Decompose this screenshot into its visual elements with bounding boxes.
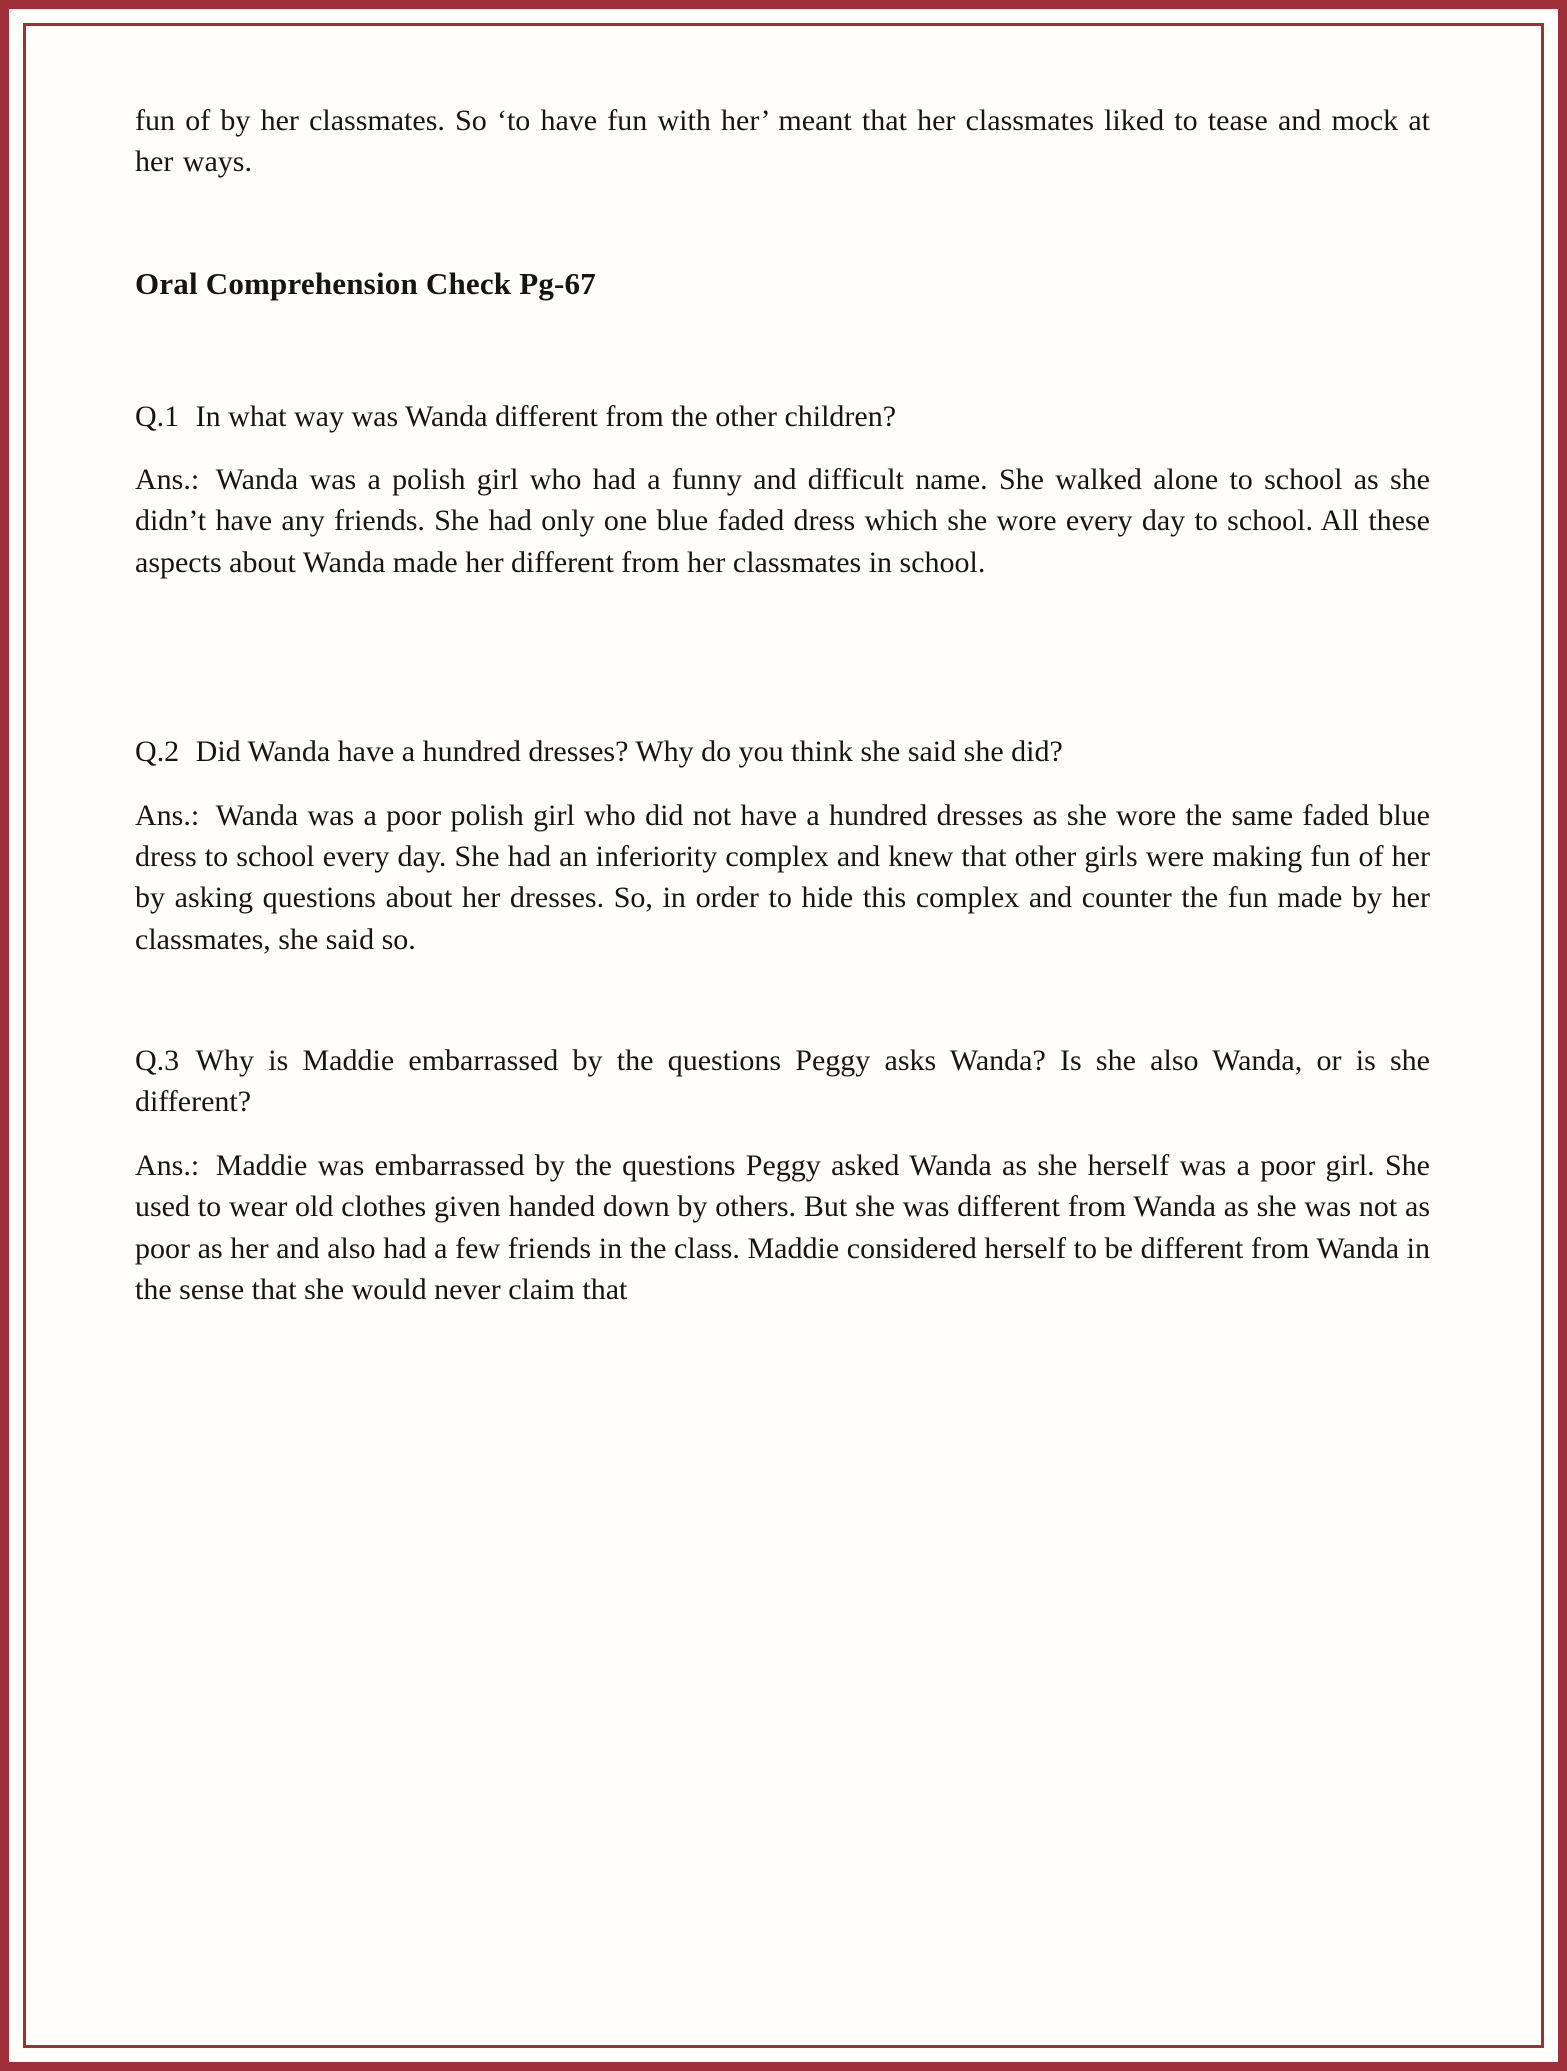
qa-block-3 xyxy=(135,1040,1430,1310)
question-2-label: Q.2 xyxy=(135,735,180,769)
answer-2 xyxy=(135,795,1430,961)
answer-3-label: Ans.: xyxy=(135,1148,200,1182)
answer-2-text: Wanda was a poor polish girl who did not have a hundred dresses as she wore the same faded blue dress to school every day. She had an inferiority complex and knew that other girls were making fun of her by asking questions about her dresses. So, in order to hide this complex and counter the fun made by her classmates, she said so. xyxy=(135,798,1430,956)
qa-block-2 xyxy=(135,731,1430,960)
question-3-label: Q.3 xyxy=(135,1044,180,1078)
answer-2-label: Ans.: xyxy=(135,798,200,832)
answer-1-label: Ans.: xyxy=(135,462,200,496)
question-1 xyxy=(135,396,1430,437)
answer-3 xyxy=(135,1145,1430,1311)
question-2 xyxy=(135,731,1430,772)
question-2-text: Did Wanda have a hundred dresses? Why do you think she said she did? xyxy=(195,735,1063,769)
answer-3-text: Maddie was embarrassed by the questions Peggy asked Wanda as she herself was a poor girl. She used to wear old clothes given handed down by others. But she was different from Wanda as she was not as poor as her and also had a few friends in the class. Maddie considered herself to be different from Wanda in the sense that she would never claim that xyxy=(135,1148,1430,1307)
question-3 xyxy=(135,1040,1430,1123)
section-heading: Oral Comprehension Check Pg-67 xyxy=(135,265,596,301)
answer-1-text: Wanda was a polish girl who had a funny and difficult name. She walked alone to school as she didn’t have any friends. She had only one blue faded dress which she wore every day to school. All these aspects about Wanda made her different from her classmates in school. xyxy=(135,462,1430,579)
qa-block-1 xyxy=(135,396,1430,584)
intro-paragraph: fun of by her classmates. So ‘to have fun with her’ meant that her classmates liked to tease and mock at her ways. xyxy=(135,104,1430,179)
question-1-label: Q.1 xyxy=(135,399,180,433)
answer-1 xyxy=(135,459,1430,583)
question-1-text: In what way was Wanda different from the other children? xyxy=(195,399,897,433)
question-3-text: Why is Maddie embarrassed by the questions Peggy asks Wanda? Is she also Wanda, or is she different? xyxy=(135,1044,1430,1119)
page-content xyxy=(135,100,1430,1310)
